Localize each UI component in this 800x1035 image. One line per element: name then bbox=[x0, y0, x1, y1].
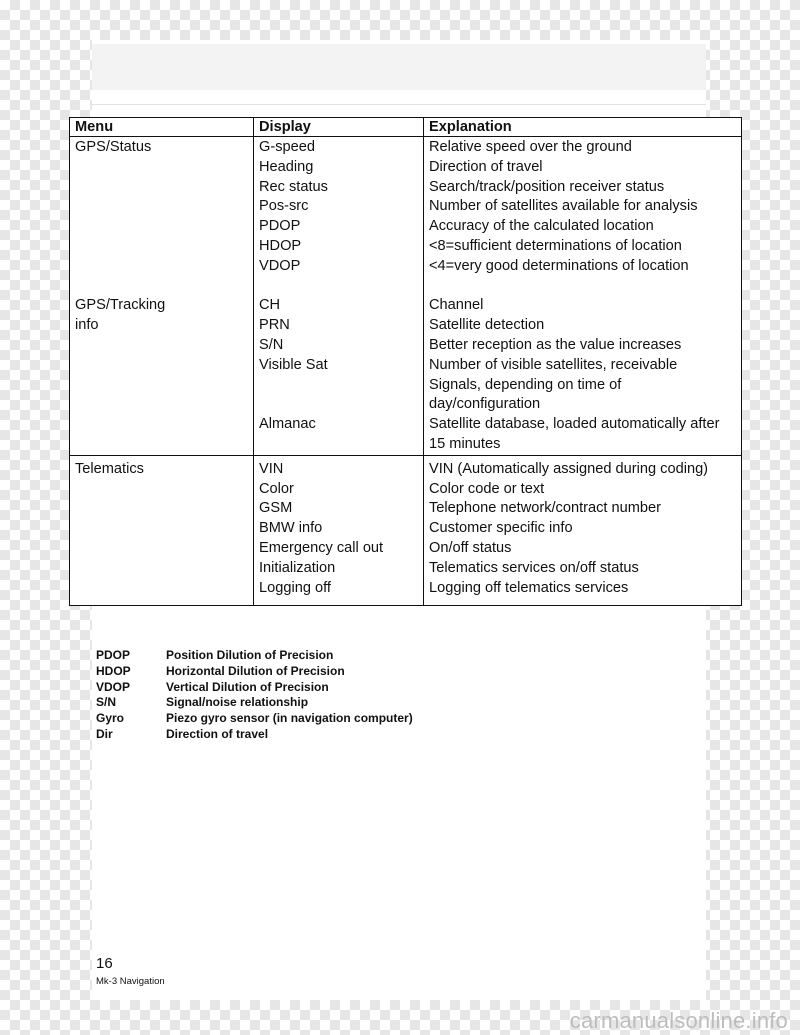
abbreviation-row bbox=[96, 695, 413, 711]
abbreviation-term: HDOP bbox=[96, 663, 131, 678]
explanation-line: VIN (Automatically assigned during coding) bbox=[429, 460, 709, 477]
abbreviation-row bbox=[96, 727, 413, 743]
explanation-cell bbox=[424, 137, 742, 456]
column-header-menu: Menu bbox=[70, 118, 254, 137]
display-item: CH bbox=[259, 297, 281, 314]
menu-label: GPS/Status bbox=[75, 139, 152, 155]
menu-label: info bbox=[75, 317, 99, 334]
explanation-line: Search/track/position receiver status bbox=[429, 178, 665, 195]
column-header-display: Display bbox=[254, 118, 424, 137]
abbreviation-term: Dir bbox=[96, 726, 113, 741]
explanation-line: Direction of travel bbox=[429, 158, 543, 175]
menu-cell bbox=[70, 137, 254, 456]
table-row-gps bbox=[70, 137, 742, 456]
abbreviation-meaning: Horizontal Dilution of Precision bbox=[166, 663, 345, 678]
abbreviation-row bbox=[96, 680, 413, 696]
explanation-line: On/off status bbox=[429, 539, 512, 556]
table-row-telematics bbox=[70, 455, 742, 605]
explanation-line: <8=sufficient determinations of location bbox=[429, 237, 682, 254]
display-item: Initialization bbox=[259, 559, 336, 576]
display-item: GSM bbox=[259, 500, 293, 517]
display-item: S/N bbox=[259, 336, 284, 353]
menu-cell bbox=[70, 455, 254, 605]
explanation-line: Number of visible satellites, receivable bbox=[429, 356, 678, 373]
abbreviation-term: S/N bbox=[96, 695, 117, 710]
abbreviation-meaning: Position Dilution of Precision bbox=[166, 648, 334, 662]
display-item: Almanac bbox=[259, 416, 316, 433]
menu-label: GPS/Tracking bbox=[75, 297, 166, 314]
abbreviation-meaning: Direction of travel bbox=[166, 726, 269, 741]
abbreviation-list bbox=[96, 648, 413, 743]
explanation-line: Number of satellites available for analysis bbox=[429, 198, 698, 215]
explanation-line: Accuracy of the calculated location bbox=[429, 218, 654, 235]
explanation-cell bbox=[424, 455, 742, 605]
display-item: BMW info bbox=[259, 520, 323, 537]
display-item: Pos-src bbox=[259, 198, 309, 215]
site-watermark: carmanualsonline.info bbox=[569, 1008, 788, 1033]
explanation-line: Telephone network/contract number bbox=[429, 500, 662, 517]
display-item: HDOP bbox=[259, 237, 302, 254]
display-item: VDOP bbox=[259, 257, 301, 274]
display-item: VIN bbox=[259, 460, 284, 477]
page-header-rule bbox=[92, 104, 706, 105]
display-item: PRN bbox=[259, 317, 290, 334]
display-item: Heading bbox=[259, 158, 314, 175]
abbreviation-term: PDOP bbox=[96, 648, 131, 662]
abbreviation-term: VDOP bbox=[96, 679, 131, 694]
abbreviation-row bbox=[96, 648, 413, 664]
column-header-explanation: Explanation bbox=[424, 118, 742, 137]
explanation-line: Logging off telematics services bbox=[429, 579, 629, 596]
page-number: 16 bbox=[96, 955, 113, 972]
display-item: Rec status bbox=[259, 178, 328, 195]
menu-label: Telematics bbox=[75, 460, 144, 477]
display-item: Logging off bbox=[259, 579, 331, 596]
abbreviation-meaning: Vertical Dilution of Precision bbox=[166, 679, 329, 694]
abbreviation-meaning: Piezo gyro sensor (in navigation computer) bbox=[166, 711, 413, 726]
explanation-line: day/configuration bbox=[429, 396, 541, 413]
display-cell bbox=[254, 137, 424, 456]
document-title: Mk-3 Navigation bbox=[96, 976, 165, 987]
display-item: Color bbox=[259, 480, 294, 497]
page-header-band bbox=[92, 44, 706, 90]
explanation-line: Telematics services on/off status bbox=[429, 559, 639, 576]
table-header-row bbox=[70, 118, 742, 137]
explanation-line: Color code or text bbox=[429, 480, 545, 497]
display-item: PDOP bbox=[259, 218, 301, 235]
explanation-line: 15 minutes bbox=[429, 435, 501, 452]
explanation-line: Satellite detection bbox=[429, 317, 545, 334]
explanation-line: Signals, depending on time of bbox=[429, 376, 622, 393]
display-item: G-speed bbox=[259, 139, 315, 155]
explanation-line: Channel bbox=[429, 297, 484, 314]
menu-display-table bbox=[69, 117, 742, 606]
abbreviation-row bbox=[96, 664, 413, 680]
explanation-line: Relative speed over the ground bbox=[429, 139, 632, 155]
display-item: Visible Sat bbox=[259, 356, 328, 373]
explanation-line: Satellite database, loaded automatically after bbox=[429, 416, 720, 433]
abbreviation-term: Gyro bbox=[96, 711, 125, 726]
explanation-line: Customer specific info bbox=[429, 520, 573, 537]
abbreviation-row bbox=[96, 711, 413, 727]
explanation-line: Better reception as the value increases bbox=[429, 336, 682, 353]
abbreviation-meaning: Signal/noise relationship bbox=[166, 695, 309, 710]
display-item: Emergency call out bbox=[259, 539, 384, 556]
display-cell bbox=[254, 455, 424, 605]
explanation-line: <4=very good determinations of location bbox=[429, 257, 689, 274]
